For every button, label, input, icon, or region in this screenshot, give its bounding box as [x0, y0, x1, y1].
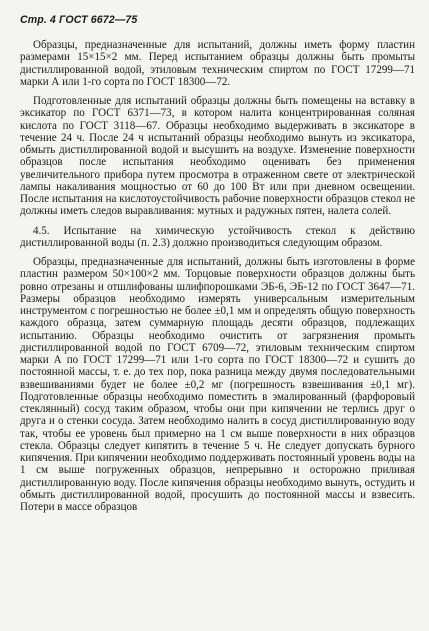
paragraph-gap — [20, 249, 415, 256]
paragraph-gap — [20, 88, 415, 95]
paragraph-sample-form: Образцы, предназначенные для испытаний, должны иметь форму пластин размерами 15×15×2 мм. Перед испытанием образцы должны быть промыты дистиллированной водой, этиловым техническим спиртом по ГОСТ 17299—71 марки А или 1-го сорта по ГОСТ 18300—72. — [20, 39, 415, 88]
paragraph-acid-test: Подготовленные для испытаний образцы должны быть помещены на вставку в эксикатор по ГОСТ 6371—73, в котором налита концентрированная соляная кислота по ГОСТ 3118—67. Образцы необходимо выдерживать в эксикаторе в течение 24 ч. После 24 ч испытаний образцы необходимо вынуть из эксикатора, обмыть дистиллированной водой и высушить на воздухе. Изменение поверхности образцов после испытания необходимо оценивать без применения увеличительного прибора путем просмотра в отраженном свете от электрической лампы накаливания мощностью от 60 до 100 Вт или при дневном освещении. После испытания на кислотоустойчивость рабочие поверхности образцов стекол не должны иметь следов выравливания: мутных и радужных пятен, налета солей. — [20, 95, 415, 218]
page-header: Стр. 4 ГОСТ 6672—75 — [20, 14, 138, 26]
paragraph-water-test-procedure: Образцы, предназначенные для испытаний, должны быть изготовлены в форме пластин размером 50×100×2 мм. Торцовые поверхности образцов должны быть ровно отрезаны и отшлифованы шлифпорошками ЭБ-6, ЭБ-12 по ГОСТ 3647—71. Размеры образцов необходимо измерять универсальным измерительным инструментом с погрешностью не более ±0,1 мм и определять общую поверхность каждого образца, затем суммарную площадь десяти образцов, подлежащих испытанию. Образцы необходимо очистить от загрязнения промыть дистиллированной водой по ГОСТ 6709—72, этиловым техническим спиртом марки А по ГОСТ 17299—71 или 1-го сорта по ГОСТ 18300—72 и сушить до постоянной массы, т. е. до тех пор, пока разница между двумя последовательными взвешиваниями будет не более ±0,2 мг (погрешность взвешивания ±0,1 мг). Подготовленные образцы необходимо поместить в эмалированный (фарфоровый стеклянный) сосуд таким образом, чтобы они при кипячении не терлись друг о друга и о стенки сосуда. Затем необходимо налить в сосуд дистиллированную воду так, чтобы ее уровень был примерно на 1 см выше поверхности в них образцов стекла. Образцы следует кипятить в течение 5 ч. Не следует допускать бурного кипячения. При кипячении необходимо поддерживать постоянный уровень воды на 1 см выше погруженных образцов, непрерывно и осторожно приливая дистиллированную воду. После кипячения образцы необходимо вынуть, остудить и обмыть дистиллированной водой, просушить до постоянной массы и взвесить. Потери в массе образцов — [20, 256, 415, 513]
paragraph-gap — [20, 218, 415, 225]
paragraph-section-4-5: 4.5. Испытание на химическую устойчивость стекол к действию дистиллированной воды (п. 2.3) должно производиться следующим образом. — [20, 224, 415, 249]
